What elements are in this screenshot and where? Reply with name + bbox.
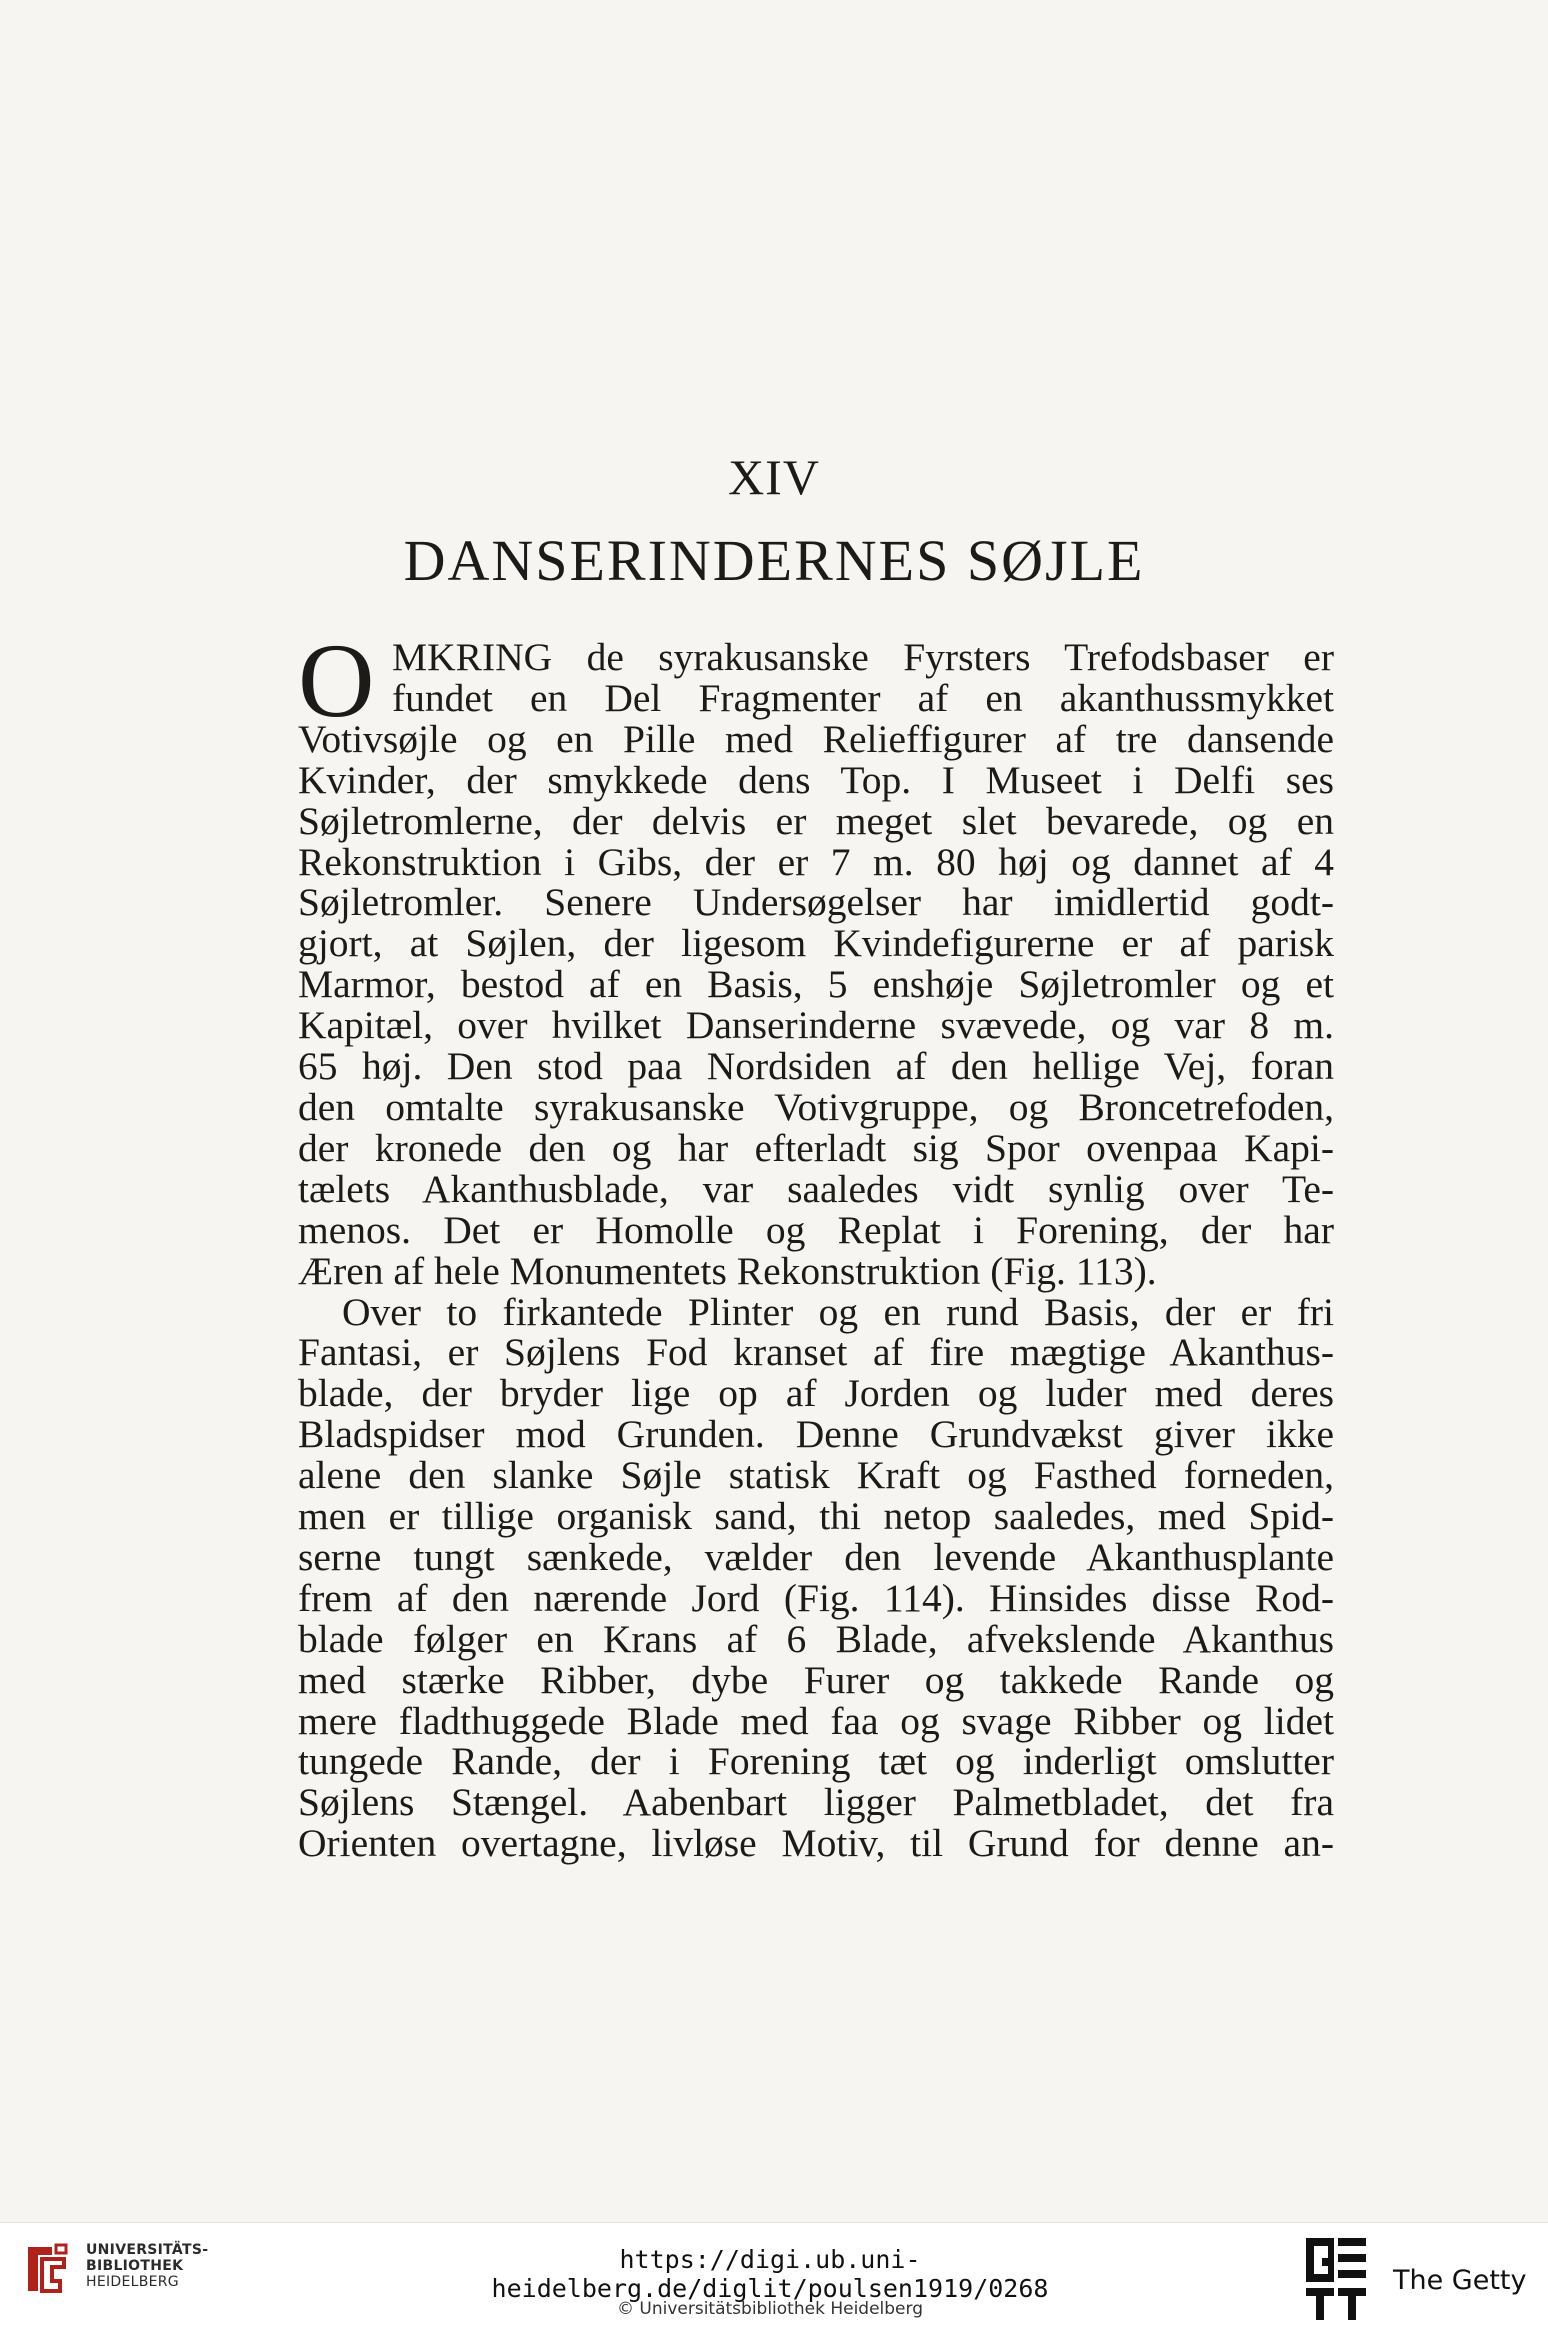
text-line: tælets Akanthusblade, var saaledes vidt synlig over Te- bbox=[298, 1166, 1334, 1211]
text-line: tungede Rande, der i Forening tæt og inderligt omslutter bbox=[298, 1739, 1334, 1784]
text-line: Bladspidser mod Grunden. Denne Grundvækst giver ikke bbox=[298, 1412, 1334, 1457]
body-text bbox=[298, 622, 1334, 1866]
text-line: MKRING de syrakusanske Fyrsters Trefodsbaser er bbox=[392, 635, 1334, 679]
copyright-notice: © Universitätsbibliothek Heidelberg bbox=[616, 2299, 923, 2319]
text-line: Søjletromler. Senere Undersøgelser har imidlertid godt- bbox=[298, 880, 1334, 925]
text-line: 65 høj. Den stod paa Nordsiden af den hellige Vej, foran bbox=[298, 1044, 1334, 1089]
text-line: Kapitæl, over hvilket Danserinderne svævede, og var 8 m. bbox=[298, 1003, 1334, 1048]
text-line: med stærke Ribber, dybe Furer og takkede Rande og bbox=[298, 1657, 1334, 1702]
text-line: menos. Det er Homolle og Replat i Forening, der har bbox=[298, 1207, 1334, 1252]
getty-name: The Getty bbox=[1393, 2265, 1527, 2296]
text-line: gjort, at Søjlen, der ligesom Kvindefigurerne er af parisk bbox=[298, 921, 1334, 966]
drop-cap: O bbox=[298, 622, 375, 739]
library-name-line: BIBLIOTHEK bbox=[86, 2258, 184, 2274]
ub-heidelberg-logo-icon[interactable] bbox=[22, 2241, 70, 2297]
library-name-line: UNIVERSITÄTS- bbox=[86, 2242, 209, 2258]
text-line: men er tillige organisk sand, thi netop saaledes, med Spid- bbox=[298, 1494, 1334, 1539]
viewer-footer bbox=[0, 2222, 1548, 2334]
text-line: blade følger en Krans af 6 Blade, afvekslende Akanthus bbox=[298, 1616, 1334, 1661]
text-line: Orienten overtagne, livløse Motiv, til Grund for denne an- bbox=[298, 1821, 1334, 1866]
text-line: Rekonstruktion i Gibs, der er 7 m. 80 høj og dannet af 4 bbox=[298, 839, 1334, 884]
text-line: mere fladthuggede Blade med faa og svage Ribber og lidet bbox=[298, 1698, 1334, 1743]
text-line: serne tungt sænkede, vælder den levende Akanthusplante bbox=[298, 1534, 1334, 1579]
text-line: alene den slanke Søjle statisk Kraft og Fasthed forneden, bbox=[298, 1453, 1334, 1498]
text-line: Over to firkantede Plinter og en rund Basis, der er fri bbox=[342, 1289, 1334, 1334]
text-line: Votivsøjle og en Pille med Relieffigurer af tre dansende bbox=[298, 716, 1334, 761]
text-line: Æren af hele Monumentets Rekonstruktion (Fig. 113). bbox=[298, 1248, 1157, 1293]
library-name-line: HEIDELBERG bbox=[86, 2274, 179, 2290]
chapter-number: XIV bbox=[728, 449, 820, 505]
text-line: Kvinder, der smykkede dens Top. I Museet i Delfi ses bbox=[298, 757, 1334, 802]
text-line: blade, der bryder lige op af Jorden og luder med deres bbox=[298, 1371, 1334, 1416]
text-line: Fantasi, er Søjlens Fod kranset af fire mægtige Akanthus- bbox=[298, 1330, 1334, 1375]
text-line: den omtalte syrakusanske Votivgruppe, og Broncetrefoden, bbox=[298, 1084, 1334, 1129]
text-line: der kronede den og har efterladt sig Spor ovenpaa Kapi- bbox=[298, 1125, 1334, 1170]
text-line: Søjletromlerne, der delvis er meget slet bevarede, og en bbox=[298, 798, 1334, 843]
text-line: fundet en Del Fragmenter af en akanthussmykket bbox=[392, 675, 1334, 720]
text-line: Søjlens Stængel. Aabenbart ligger Palmetbladet, det fra bbox=[298, 1780, 1334, 1825]
library-name bbox=[86, 2242, 208, 2290]
permalink-url[interactable]: https://digi.ub.uni-heidelberg.de/diglit/poulsen1919/0268 bbox=[491, 2245, 1049, 2303]
chapter-title: DANSERINDERNES SØJLE bbox=[403, 528, 1145, 593]
getty-logo-icon[interactable] bbox=[1302, 2236, 1370, 2322]
text-line: frem af den nærende Jord (Fig. 114). Hinsides disse Rod- bbox=[298, 1575, 1334, 1620]
text-line: Marmor, bestod af en Basis, 5 enshøje Søjletromler og et bbox=[298, 962, 1334, 1007]
